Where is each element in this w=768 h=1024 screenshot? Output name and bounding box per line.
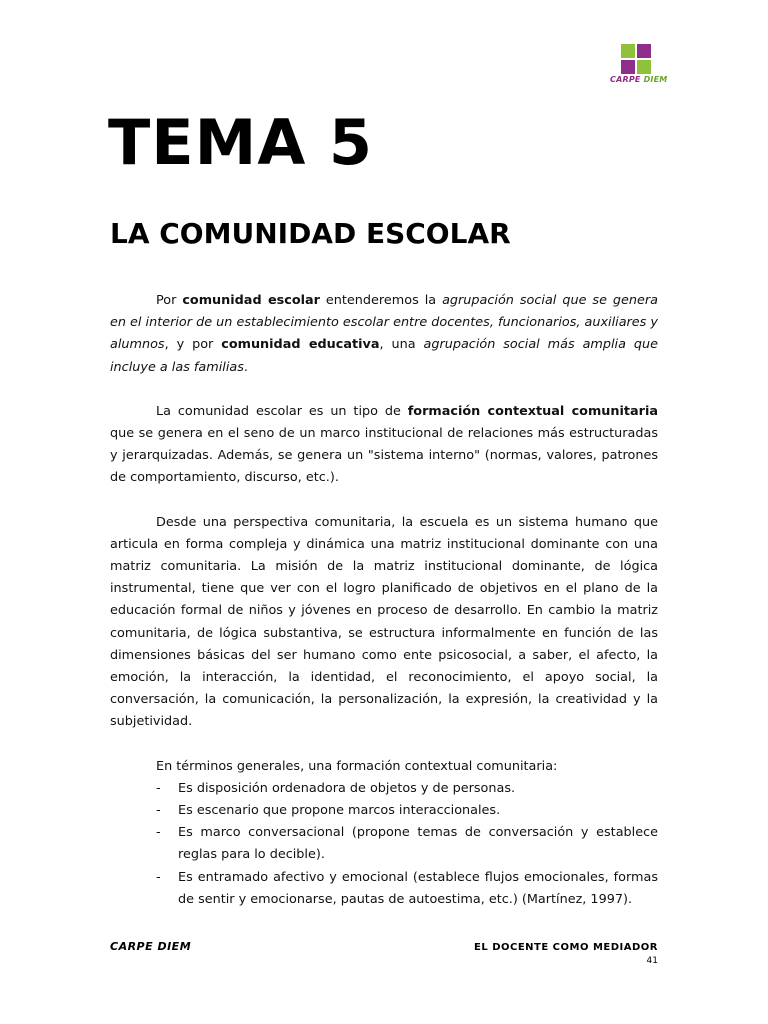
- list-item-text: Es marco conversacional (propone temas de conversación y establece reglas para lo decible).: [178, 825, 658, 863]
- logo-square-green: [637, 60, 651, 74]
- footer-right: EL DOCENTE COMO MEDIADOR: [474, 942, 658, 953]
- logo-square-purple: [621, 60, 635, 74]
- text-run: , una: [379, 337, 424, 353]
- carpe-diem-logo: [610, 44, 668, 88]
- text-run: que se genera en el seno de un marco institucional de relaciones más estructuradas y jerarquizadas. Además, se genera un "sistema interno" (normas, valores, patrones de comportamiento, discurso, etc.).: [110, 426, 658, 486]
- definition-escolar: agrupación social que se genera en el interior de un establecimiento escolar entre docentes, funcionarios, auxiliares y alumnos: [110, 293, 658, 353]
- text-run: .: [243, 359, 248, 375]
- dash-bullet-icon: -: [156, 869, 161, 885]
- term-comunidad-escolar: comunidad escolar: [182, 293, 320, 308]
- footer-left: CARPE DIEM: [110, 940, 192, 953]
- term-comunidad-educativa: comunidad educativa: [221, 337, 380, 353]
- list-item: [156, 800, 658, 822]
- list-item-text: Es disposición ordenadora de objetos y de personas.: [178, 780, 516, 796]
- list-item: [156, 822, 658, 866]
- list-intro: En términos generales, una formación contextual comunitaria:: [156, 758, 558, 774]
- text-run: entenderemos la: [319, 293, 443, 308]
- logo-diem: DIEM: [643, 75, 668, 84]
- dash-bullet-icon: -: [156, 825, 161, 841]
- text-run: La comunidad escolar es un tipo de: [156, 403, 408, 419]
- list-item: [156, 778, 658, 800]
- list-item-text: Es entramado afectivo y emocional (establece flujos emocionales, formas de sentir y emocionarse, pautas de autoestima, etc.) (Martínez, 1997).: [178, 869, 658, 907]
- page-subtitle: LA COMUNIDAD ESCOLAR: [110, 217, 511, 250]
- bullet-list: [110, 778, 658, 911]
- logo-text: [610, 75, 668, 84]
- logo-square-green: [621, 44, 635, 58]
- paragraph-1: [110, 290, 658, 379]
- logo-square-purple: [637, 44, 651, 58]
- definition-educativa: agrupación social más amplia que incluye a las familias: [110, 337, 658, 375]
- document-body: [110, 290, 658, 911]
- text-run: Por: [156, 293, 183, 308]
- page-title: TEMA 5: [108, 106, 374, 179]
- paragraph-3: Desde una perspectiva comunitaria, la escuela es un sistema humano que articula en forma compleja y dinámica una matriz institucional dominante con una matriz comunitaria. La misión de la matriz institucional dominante, de lógica instrumental, tiene que ver con el logro planificado de objetivos en el plano de la educación formal de niños y jóvenes en proceso de desarrollo. En cambio la matriz comunitaria, de lógica substantiva, se estructura informalmente en función de las dimensiones básicas del ser humano como ente psicosocial, a saber, el afecto, la emoción, la interacción, la identidad, el reconocimiento, el apoyo social, la conversación, la comunicación, la personalización, la expresión, la creatividad y la subjetividad.: [110, 514, 658, 730]
- dash-bullet-icon: -: [156, 803, 161, 819]
- list-item: [156, 867, 658, 911]
- list-item-text: Es escenario que propone marcos interaccionales.: [178, 803, 501, 819]
- paragraph-2: [110, 401, 658, 490]
- logo-squares-icon: [621, 44, 651, 74]
- text-run: , y por: [164, 337, 222, 353]
- page-number: 41: [646, 956, 658, 966]
- term-formacion-contextual: formación contextual comunitaria: [407, 403, 658, 419]
- dash-bullet-icon: -: [156, 780, 161, 796]
- logo-carpe: CARPE: [610, 75, 641, 84]
